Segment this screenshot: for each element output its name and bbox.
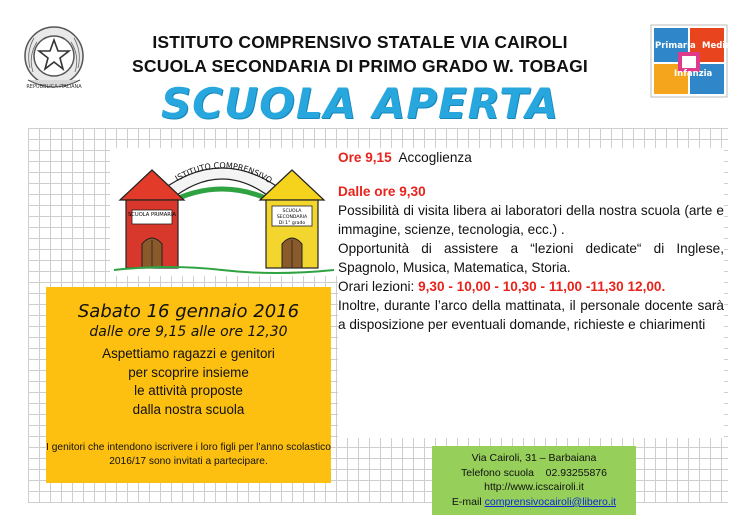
event-box [46, 287, 331, 483]
event-date: Sabato 16 gennaio 2016 [77, 301, 300, 322]
logo-media: Media [702, 41, 731, 51]
right-house-label-1: SCUOLA [282, 209, 302, 214]
institute-logo [650, 24, 731, 98]
event-hours: dalle ore 9,15 alle ore 12,30 [89, 324, 288, 340]
page-title: SCUOLA APERTA [160, 79, 560, 128]
contact-address: Via Cairoli, 31 – Barbaiana [471, 452, 597, 464]
contact-website[interactable]: http://www.icscairoli.it [484, 481, 584, 494]
right-house-label-3: DI 1° grado [278, 221, 306, 226]
logo-primaria: Primaria [655, 41, 696, 51]
lesson-times [338, 277, 724, 296]
right-house-label-2: SECONDARIA [276, 215, 308, 220]
contact-email-label: E-mail [451, 495, 482, 508]
teachers-paragraph: Inoltre, durante l’arco della mattinata, il personale docente sarà a disposizione per eventuali domande, richieste e chiarimenti [338, 298, 724, 332]
lessons-paragraph: Opportunità di assistere a “lezioni dedicate“ di Inglese, Spagnolo, Musica, Matematica, Storia. [338, 241, 724, 275]
event-message-line-3: le attività proposte [134, 383, 243, 398]
contact-phone: Telefono scuola 02.93255876 [461, 466, 607, 479]
dalle-ore-heading: Dalle ore 9,30 [338, 184, 426, 199]
institute-name: ISTITUTO COMPRENSIVO STATALE VIA CAIROLI [152, 32, 568, 52]
contact-box [432, 446, 636, 515]
arch-text: ISTITUTO COMPRENSIVO [173, 160, 274, 186]
accoglienza-line [338, 148, 724, 167]
visit-paragraph: Possibilità di visita libera ai laboratori della nostra scuola (arte e immagine, scienze, tecnologia, ecc.) . [338, 203, 724, 237]
event-message-line-2: per scoprire insieme [128, 364, 249, 380]
accoglienza-text: Accoglienza [398, 150, 472, 165]
schools-illustration [110, 148, 340, 276]
lesson-times-label: Orari lezioni: [338, 279, 415, 294]
event-message-line-1: Aspettiamo ragazzi e genitori [102, 346, 275, 361]
accoglienza-time: Ore 9,15 [338, 150, 392, 165]
contact-email-link[interactable]: comprensivocairoli@libero.it [484, 495, 617, 508]
school-name: SCUOLA SECONDARIA DI PRIMO GRADO W. TOBAGI [132, 56, 588, 76]
header [100, 30, 620, 126]
program-details [338, 148, 724, 438]
lesson-times-values: 9,30 - 10,00 - 10,30 - 11,00 -11,30 12,00. [418, 279, 666, 294]
event-message [46, 345, 331, 419]
italian-republic-emblem [18, 22, 90, 98]
contact-email-line [432, 495, 636, 510]
left-house-label: SCUOLA PRIMARIA [128, 212, 176, 218]
logo-infanzia: Infanzia [674, 69, 713, 79]
emblem-caption: REPUBBLICA ITALIANA [26, 84, 82, 90]
parents-note: I genitori che intendono iscrivere i loro figli per l’anno scolastico 2016/17 sono invitati a partecipare. [46, 442, 331, 467]
event-message-line-4: dalla nostra scuola [132, 401, 245, 417]
